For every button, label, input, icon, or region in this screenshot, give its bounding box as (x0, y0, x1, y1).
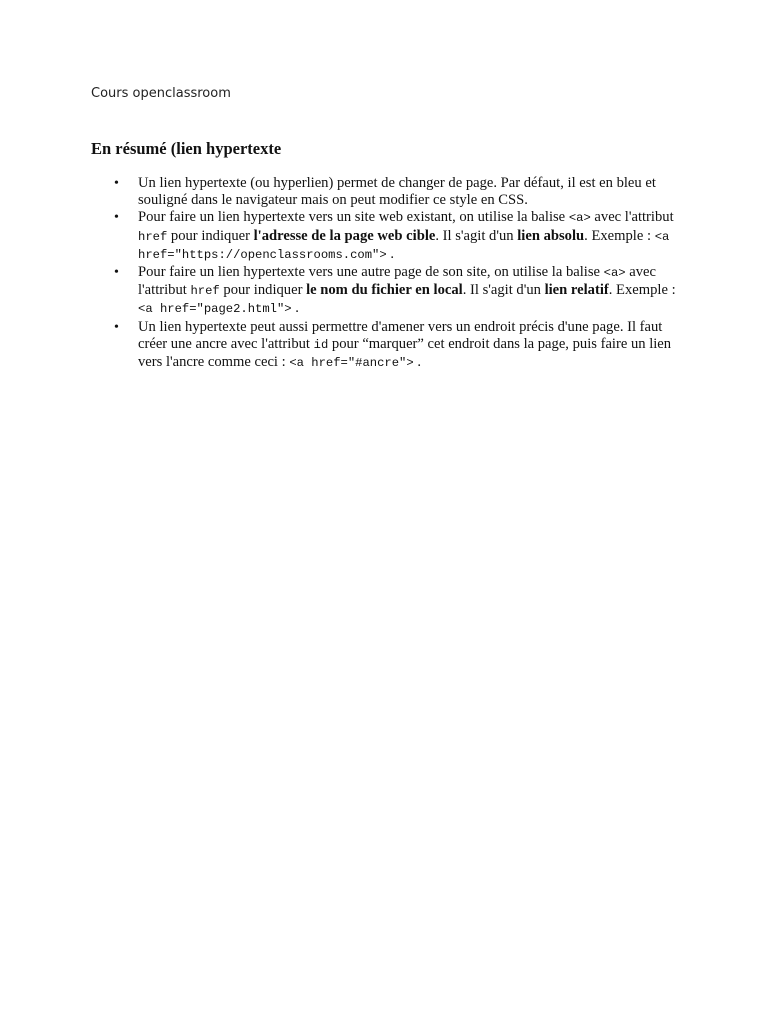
item-text: . Exemple : (584, 227, 655, 244)
item-text: avec l'attribut (138, 264, 656, 299)
bold-text: lien relatif (544, 282, 609, 299)
item-text: . (386, 245, 394, 262)
section-title: En résumé (lien hypertexte (91, 139, 282, 158)
item-text: . (291, 300, 299, 317)
code-snippet: <a href="#ancre"> (289, 356, 414, 371)
item-text: . (413, 354, 421, 371)
item-text: . Il s'agit d'un (435, 227, 518, 244)
code-snippet: <a href="https://openclassrooms.com"> (138, 229, 670, 262)
code-snippet: id (313, 337, 329, 352)
list-item (138, 209, 688, 264)
code-snippet: <a href="page2.html"> (138, 302, 292, 317)
summary-list (138, 175, 688, 372)
item-text: Pour faire un lien hypertexte vers un site web existant, on utilise la balise (138, 209, 569, 226)
list-item (138, 319, 688, 373)
bold-text: l'adresse de la page web cible (253, 227, 436, 244)
item-text: Un lien hypertexte (ou hyperlien) permet de changer de page. Par défaut, il est en bleu et souligné dans le navigateur mais on peut modifier ce style en CSS. (138, 175, 656, 209)
bold-text: le nom du fichier en local (306, 282, 463, 299)
document-header: Cours openclassroom (91, 86, 231, 101)
bold-text: lien absolu (517, 227, 585, 244)
code-snippet: href (138, 229, 168, 244)
item-text: pour indiquer (167, 227, 254, 244)
code-snippet: <a> (603, 266, 626, 281)
item-text: avec l'attribut (590, 209, 674, 226)
item-text: Un lien hypertexte peut aussi permettre d'amener vers un endroit précis d'une page. Il faut créer une ancre avec l'attribut (138, 318, 663, 352)
item-text: . Exemple : (608, 282, 676, 299)
code-snippet: href (190, 284, 220, 299)
item-text: pour indiquer (219, 282, 307, 299)
list-item (138, 175, 688, 209)
code-snippet: <a> (568, 211, 591, 226)
item-text: pour “marquer” cet endroit dans la page, puis faire un lien vers l'ancre comme ceci : (138, 335, 672, 371)
list-item (138, 264, 688, 319)
item-text: . Il s'agit d'un (462, 282, 545, 299)
item-text: Pour faire un lien hypertexte vers une autre page de son site, on utilise la balise (138, 264, 604, 281)
